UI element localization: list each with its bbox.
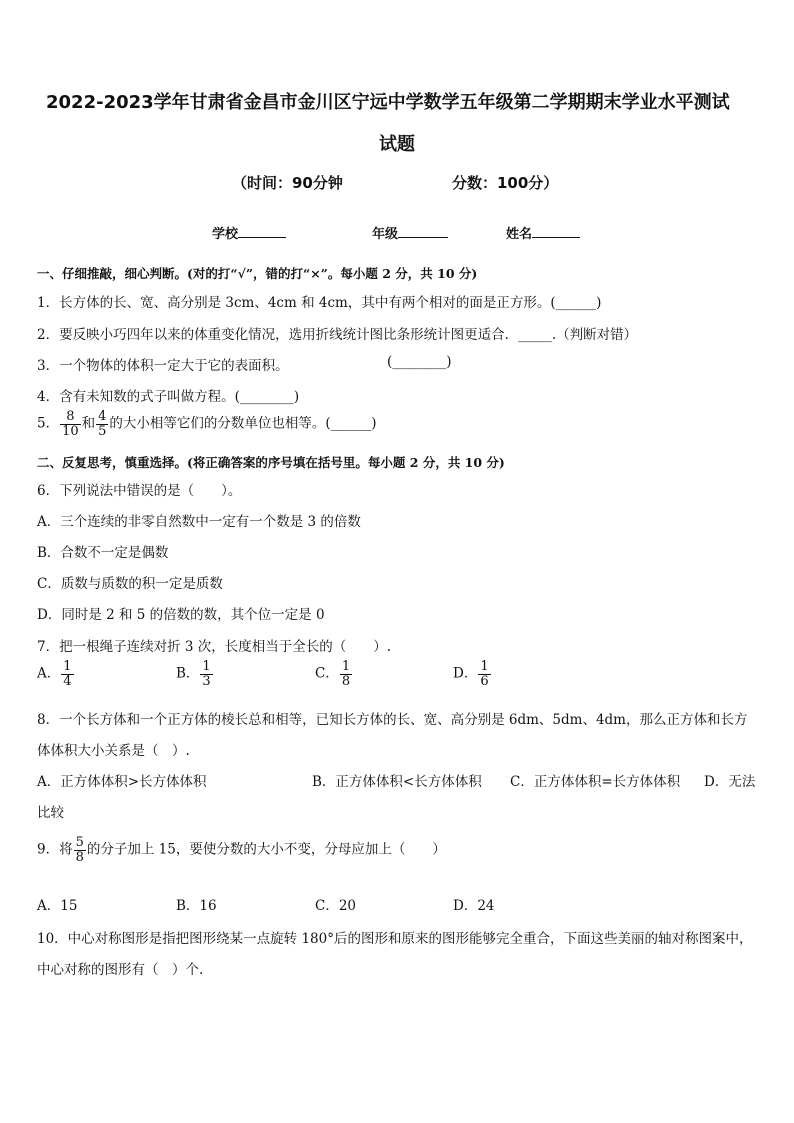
question-8-continued: 体体积大小关系是（ ）. — [37, 743, 190, 759]
q7-option-b — [176, 660, 214, 688]
name-blank — [532, 237, 580, 238]
q7-b-numerator: 1 — [202, 659, 211, 674]
q7-b-denominator: 3 — [202, 673, 211, 689]
q5-fraction-1 — [60, 410, 81, 438]
question-9 — [37, 836, 446, 864]
q7-option-d — [453, 660, 492, 688]
q7-c-denominator: 8 — [341, 673, 351, 689]
q7-b-label: B． — [176, 665, 200, 682]
question-5 — [37, 410, 376, 438]
page-title-continued: 试题 — [379, 134, 415, 155]
q5-f2-denominator: 5 — [98, 423, 107, 439]
q9-fraction — [74, 836, 86, 864]
q7-a-label: A． — [37, 665, 61, 682]
q9-text: 的分子加上 15，要使分数的大小不变，分母应加上（ ） — [86, 841, 446, 858]
school-blank — [238, 237, 286, 238]
q7-c-label: C． — [315, 665, 339, 682]
q5-number: 5． — [37, 415, 60, 432]
q7-b-fraction — [200, 660, 212, 688]
section1-heading: 一、仔细推敲，细心判断。(对的打“√”，错的打“×”。每小题 2 分，共 10 分) — [37, 266, 478, 281]
q5-fraction-2 — [96, 410, 108, 438]
q6-option-c: C．质数与质数的积一定是质数 — [37, 576, 223, 592]
exam-time: （时间：90分钟 — [232, 174, 343, 192]
q5-and: 和 — [81, 415, 96, 432]
q9-numerator: 5 — [75, 835, 84, 850]
question-3: 3．一个物体的体积一定大于它的表面积。 — [37, 358, 289, 374]
question-10: 10．中心对称图形是指把图形绕某一点旋转 180°后的图形和原来的图形能够完全重合，下面这些美丽的轴对称图案中， — [37, 931, 753, 947]
q7-option-a — [37, 660, 75, 688]
q9-option-c: C．20 — [315, 898, 357, 914]
school-label: 学校 — [212, 227, 239, 242]
name-field — [506, 223, 580, 242]
grade-field — [372, 223, 448, 242]
q5-f1-denominator: 10 — [62, 423, 79, 439]
q8-option-d-continued: 比较 — [37, 805, 64, 821]
q7-d-numerator: 1 — [480, 659, 489, 674]
name-label: 姓名 — [506, 227, 533, 242]
q5-f2-numerator: 4 — [98, 409, 107, 424]
question-2: 2．要反映小巧四年以来的体重变化情况，选用折线统计图比条形统计图更适合．_____.（判断对错） — [37, 327, 638, 343]
question-1: 1．长方体的长、宽、高分别是 3cm、4cm 和 4cm，其中有两个相对的面是正方形。(______) — [37, 295, 602, 311]
q7-option-c — [315, 660, 353, 688]
q6-option-a: A．三个连续的非零自然数中一定有一个数是 3 的倍数 — [37, 514, 361, 530]
q6-option-b: B．合数不一定是偶数 — [37, 545, 169, 561]
q9-denominator: 8 — [75, 849, 84, 865]
q7-a-numerator: 1 — [63, 659, 72, 674]
q7-c-numerator: 1 — [341, 659, 351, 674]
q7-d-denominator: 6 — [480, 673, 489, 689]
question-7: 7．把一根绳子连续对折 3 次，长度相当于全长的（ ）. — [37, 639, 392, 655]
exam-score: 分数：100分） — [452, 174, 559, 192]
q6-option-d: D．同时是 2 和 5 的倍数的数，其个位一定是 0 — [37, 607, 325, 623]
q9-number: 9．将 — [37, 841, 73, 858]
q7-a-denominator: 4 — [63, 673, 72, 689]
q7-d-label: D． — [453, 665, 478, 682]
q7-c-fraction — [340, 660, 352, 688]
q7-d-fraction — [478, 660, 490, 688]
grade-blank — [398, 237, 448, 238]
page-title: 2022-2023学年甘肃省金昌市金川区宁远中学数学五年级第二学期期末学业水平测试 — [46, 92, 730, 113]
q9-option-b: B．16 — [176, 898, 217, 914]
school-field — [212, 223, 286, 242]
question-4: 4．含有未知数的式子叫做方程。(________) — [37, 389, 300, 405]
q9-option-a: A．15 — [37, 898, 78, 914]
grade-label: 年级 — [372, 227, 399, 242]
q8-option-a: A．正方体体积>长方体体积 — [37, 774, 207, 790]
q8-option-c: C．正方体体积=长方体体积 — [510, 774, 681, 790]
section2-heading: 二、反复思考，慎重选择。(将正确答案的序号填在括号里。每小题 2 分，共 10 分) — [37, 455, 505, 470]
q8-option-d: D．无法 — [704, 774, 756, 790]
q5-f1-numerator: 8 — [60, 410, 81, 425]
question-10-continued: 中心对称的图形有（ ）个. — [37, 962, 204, 978]
q8-option-b: B．正方体体积<长方体体积 — [312, 774, 482, 790]
q5-text: 的大小相等它们的分数单位也相等。(______) — [109, 415, 377, 432]
question-3-blank: (________) — [387, 354, 452, 370]
question-6: 6．下列说法中错误的是（ ）。 — [37, 483, 242, 499]
q7-a-fraction — [61, 660, 73, 688]
q9-option-d: D．24 — [453, 898, 495, 914]
question-8: 8．一个长方体和一个正方体的棱长总和相等，已知长方体的长、宽、高分别是 6dm、5dm、4dm，那么正方体和长方 — [37, 712, 748, 728]
